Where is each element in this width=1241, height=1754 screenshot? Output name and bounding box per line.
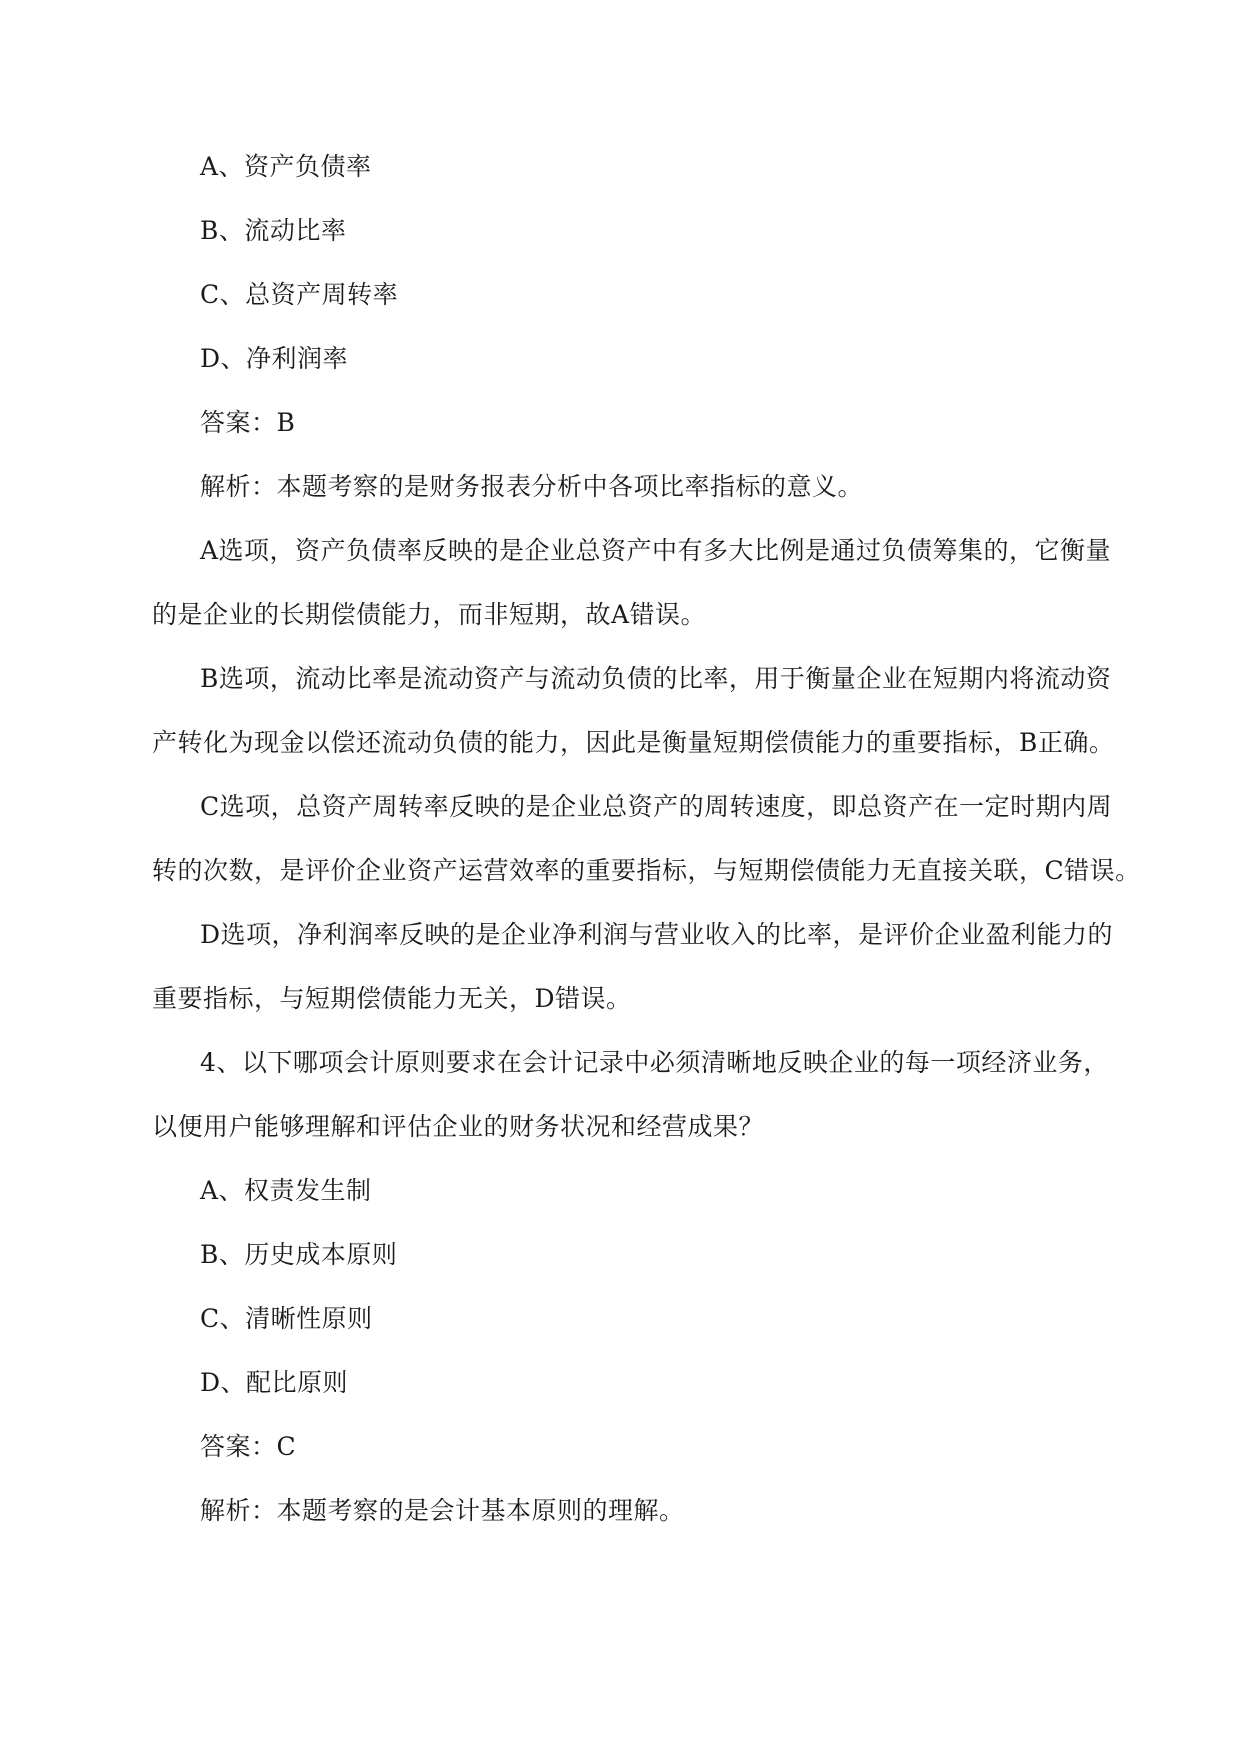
q3-explanation-b-line2: 产转化为现金以偿还流动负债的能力，因此是衡量短期偿债能力的重要指标，B正确。: [152, 728, 1115, 757]
q4-question-line1: 4、以下哪项会计原则要求在会计记录中必须清晰地反映企业的每一项经济业务，: [200, 1048, 1109, 1077]
q3-option-c: C、总资产周转率: [200, 280, 399, 309]
q3-explanation-c-line1: C选项，总资产周转率反映的是企业总资产的周转速度，即总资产在一定时期内周: [200, 792, 1113, 821]
q3-option-d: D、净利润率: [200, 344, 349, 373]
q4-question-line2: 以便用户能够理解和评估企业的财务状况和经营成果？: [152, 1112, 765, 1141]
q3-explanation-c-line2: 转的次数，是评价企业资产运营效率的重要指标，与短期偿债能力无直接关联，C错误。: [152, 856, 1141, 885]
q3-analysis-intro: 解析：本题考察的是财务报表分析中各项比率指标的意义。: [200, 472, 864, 501]
q4-option-a: A、权责发生制: [200, 1176, 372, 1205]
q3-option-a: A、资产负债率: [200, 152, 372, 181]
q3-option-b: B、流动比率: [200, 216, 347, 245]
q3-answer: 答案：B: [200, 408, 296, 437]
q3-explanation-a-line1: A选项，资产负债率反映的是企业总资产中有多大比例是通过负债筹集的，它衡量: [200, 536, 1112, 565]
q4-option-c: C、清晰性原则: [200, 1304, 373, 1333]
q4-option-d: D、配比原则: [200, 1368, 349, 1397]
q4-answer: 答案：C: [200, 1432, 297, 1461]
q4-analysis-intro: 解析：本题考察的是会计基本原则的理解。: [200, 1496, 685, 1525]
q4-option-b: B、历史成本原则: [200, 1240, 398, 1269]
q3-explanation-d-line2: 重要指标，与短期偿债能力无关，D错误。: [152, 984, 632, 1013]
q3-explanation-a-line2: 的是企业的长期偿债能力，而非短期，故A错误。: [152, 600, 707, 629]
q3-explanation-b-line1: B选项，流动比率是流动资产与流动负债的比率，用于衡量企业在短期内将流动资: [200, 664, 1112, 693]
q3-explanation-d-line1: D选项，净利润率反映的是企业净利润与营业收入的比率，是评价企业盈利能力的: [200, 920, 1114, 949]
